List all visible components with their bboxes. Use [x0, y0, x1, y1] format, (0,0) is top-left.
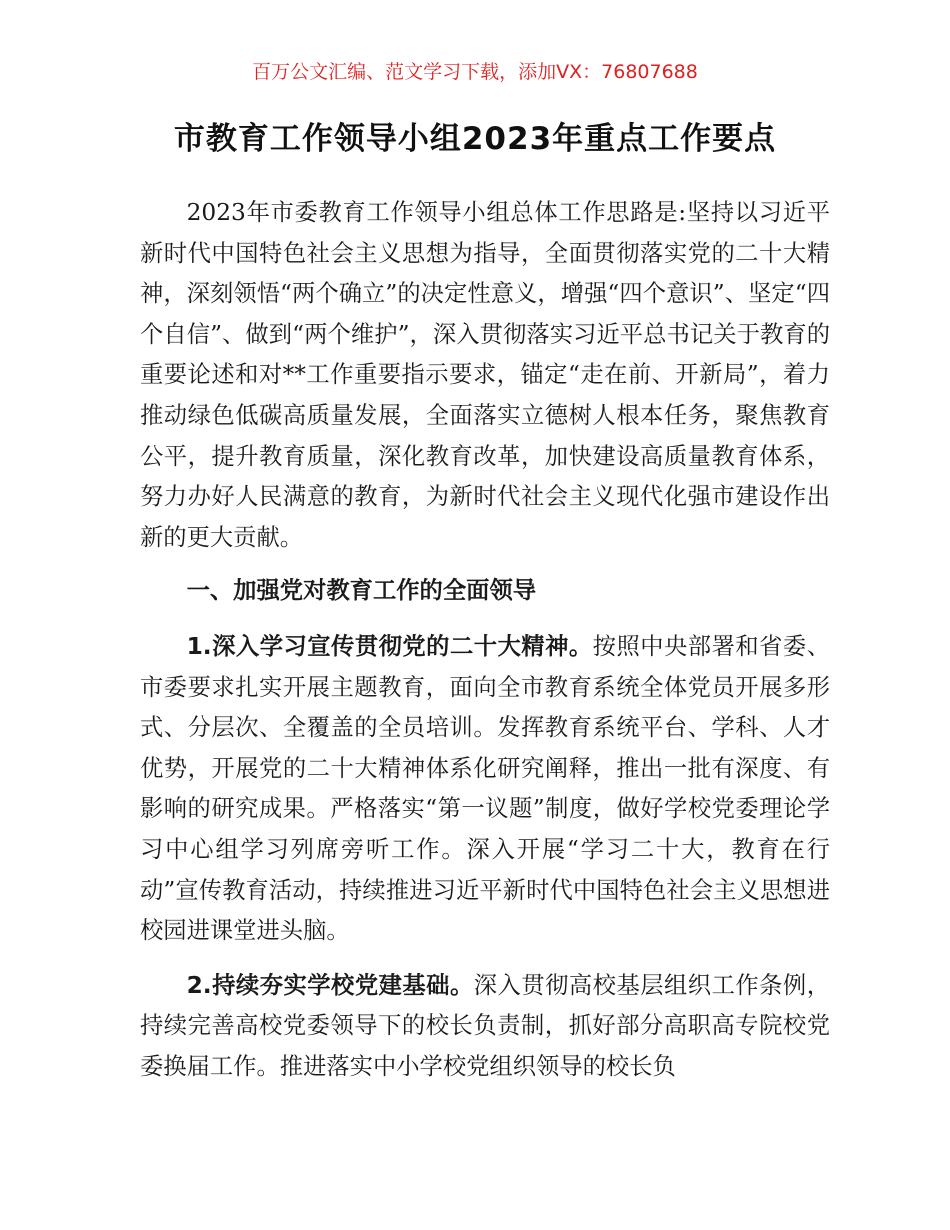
item-heading: 2.持续夯实学校党建基础。	[186, 971, 474, 999]
section-heading: 一、加强党对教育工作的全面领导	[186, 577, 537, 605]
item-heading: 1.深入学习宣传贯彻党的二十大精神。	[186, 632, 593, 660]
item-text: 按照中央部署和省委、市委要求扎实开展主题教育，面向全市教育系统全体党员开展多形式、分层次、全覆盖的全员培训。发挥教育系统平台、学科、人才优势，开展党的二十大精神体系化研究阐释，推出一批有深度、有影响的研究成果。严格落实“第一议题”制度，做好学校党委理论学习中心组学习列席旁听工作。深入开展“学习二十大，教育在行动”宣传教育活动，持续推进习近平新时代中国特色社会主义思想进校园进课堂进头脑。	[140, 632, 831, 945]
intro-paragraph: 2023年市委教育工作领导小组总体工作思路是:坚持以习近平新时代中国特色社会主义思想为指导，全面贯彻落实党的二十大精神，深刻领悟“两个确立”的决定性意义，增强“四个意识”、坚定“四个自信”、做到“两个维护”，深入贯彻落实习近平总书记关于教育的重要论述和对**工作重要指示要求，锚定“走在前、开新局”，着力推动绿色低碳高质量发展，全面落实立德树人根本任务，聚焦教育公平，提升教育质量，深化教育改革，加快建设高质量教育体系，努力办好人民满意的教育，为新时代社会主义现代化强市建设作出新的更大贡献。	[140, 199, 830, 551]
document-title: 市教育工作领导小组2023年重点工作要点	[173, 121, 777, 157]
item-paragraph	[140, 627, 830, 952]
item-paragraph	[140, 966, 830, 1088]
promo-banner: 百万公文汇编、范文学习下载，添加VX：76807688	[252, 61, 698, 83]
document-body	[140, 193, 830, 1101]
item-text: 深入贯彻高校基层组织工作条例，持续完善高校党委领导下的校长负责制，抓好部分高职高专院校党委换届工作。推进落实中小学校党组织领导的校长负	[140, 971, 831, 1080]
